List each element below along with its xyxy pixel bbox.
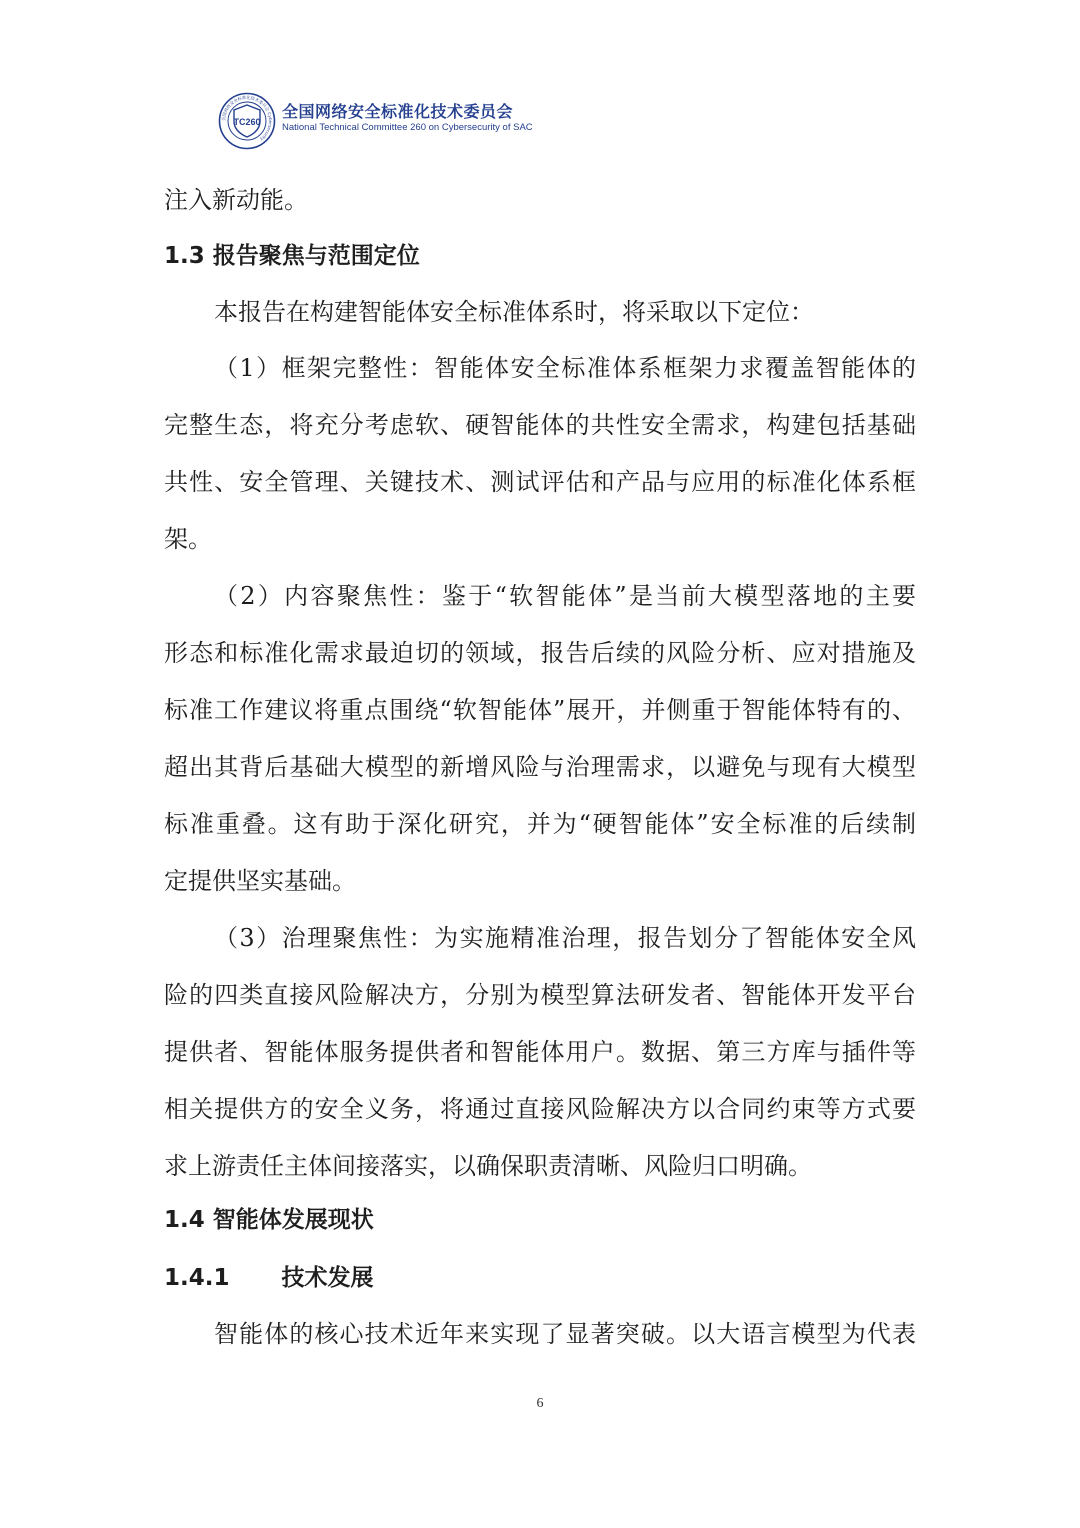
body-line: 共性、安全管理、关键技术、测试评估和产品与应用的标准化体系框 — [164, 468, 916, 496]
body-line: 标准工作建议将重点围绕“软智能体”展开，并侧重于智能体特有的、 — [164, 696, 916, 724]
logo-seal-text: TC260 — [233, 117, 261, 127]
body-line: 注入新动能。 — [164, 186, 308, 214]
logo-ring-text: 全国网络安全标准化技术委员会 Cybersecurity — [220, 94, 274, 143]
section-heading-1-3: 1.3 报告聚焦与范围定位 — [164, 243, 420, 269]
org-name-cn: 全国网络安全标准化技术委员会 — [282, 102, 514, 121]
subsection-title: 技术发展 — [281, 1265, 374, 1291]
section-heading-1-4: 1.4 智能体发展现状 — [164, 1207, 374, 1233]
body-line: 险的四类直接风险解决方，分别为模型算法研发者、智能体开发平台 — [164, 981, 916, 1009]
body-line: 完整生态，将充分考虑软、硬智能体的共性安全需求，构建包括基础 — [164, 411, 916, 439]
body-line: 提供者、智能体服务提供者和智能体用户。数据、第三方库与插件等 — [164, 1038, 916, 1066]
org-name-en: National Technical Committee 260 on Cybersecurity of SAC — [282, 122, 533, 133]
body-line: 超出其背后基础大模型的新增风险与治理需求，以避免与现有大模型 — [164, 753, 916, 781]
body-line: （3）治理聚焦性：为实施精准治理，报告划分了智能体安全风 — [214, 924, 916, 952]
page-number: 6 — [536, 1396, 544, 1411]
subsection-heading-1-4-1 — [164, 1256, 916, 1300]
tc260-logo-icon — [218, 92, 276, 150]
body-line: 定提供坚实基础。 — [164, 867, 356, 895]
body-line: 标准重叠。这有助于深化研究，并为“硬智能体”安全标准的后续制 — [164, 810, 916, 838]
body-line: （1）框架完整性：智能体安全标准体系框架力求覆盖智能体的 — [214, 354, 916, 382]
body-line: 形态和标准化需求最迫切的领域，报告后续的风险分析、应对措施及 — [164, 639, 916, 667]
body-line: （2）内容聚焦性：鉴于“软智能体”是当前大模型落地的主要 — [214, 582, 916, 610]
body-line: 本报告在构建智能体安全标准体系时，将采取以下定位： — [214, 298, 814, 326]
subsection-number: 1.4.1 — [164, 1265, 230, 1291]
body-line: 相关提供方的安全义务，将通过直接风险解决方以合同约束等方式要 — [164, 1095, 916, 1123]
body-line: 求上游责任主体间接落实，以确保职责清晰、风险归口明确。 — [164, 1152, 812, 1180]
body-line: 智能体的核心技术近年来实现了显著突破。以大语言模型为代表 — [214, 1320, 916, 1348]
body-line: 架。 — [164, 525, 212, 553]
